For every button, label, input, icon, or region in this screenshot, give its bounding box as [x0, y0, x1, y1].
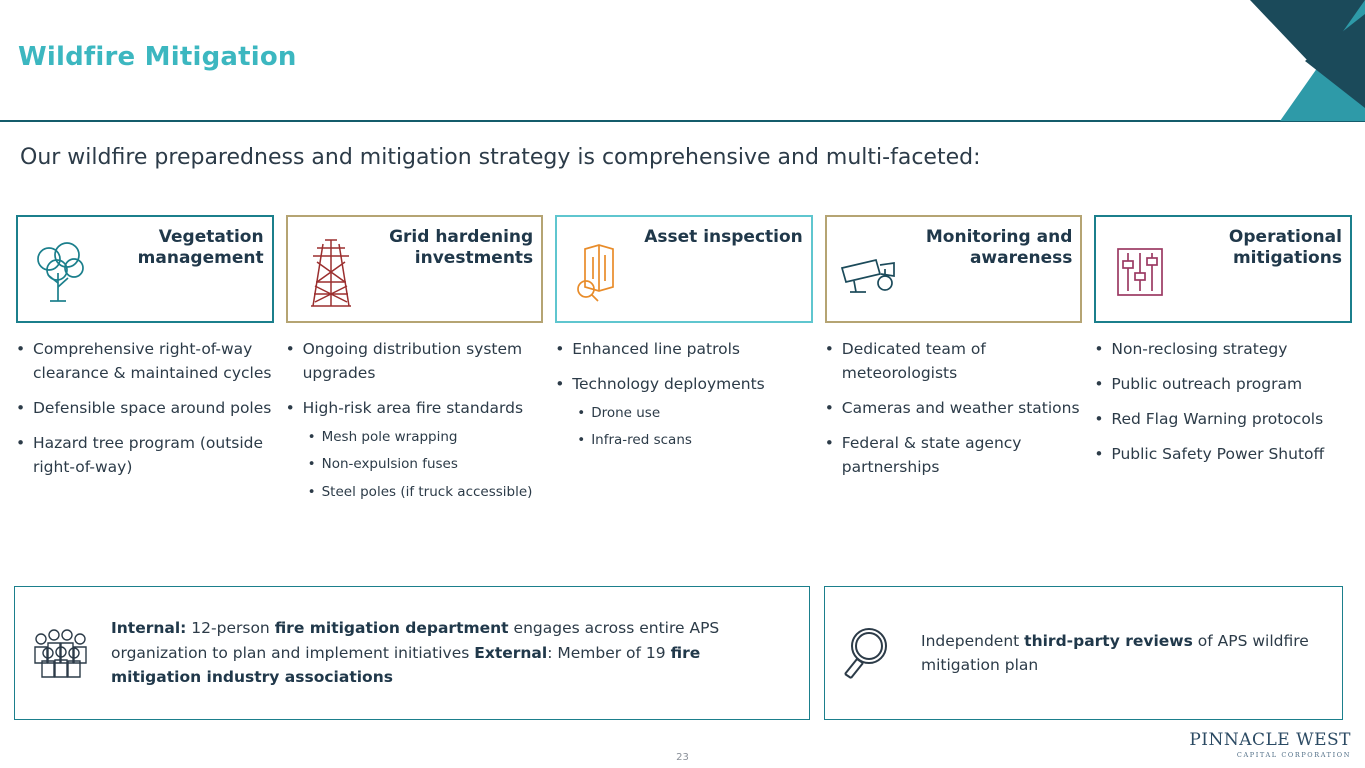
card-asset-inspection: [555, 215, 813, 323]
bullet-text: Federal & state agency partnerships: [841, 434, 1022, 477]
list-item: [825, 337, 1083, 385]
card-title: Operational mitigations: [1228, 227, 1342, 268]
card-monitoring-and-awareness: [825, 215, 1083, 323]
column-grid-hardening-investments: [286, 215, 544, 575]
bullet-dot: •: [555, 340, 565, 358]
card-grid-hardening-investments: [286, 215, 544, 323]
card-title: Grid hardening investments: [389, 227, 534, 268]
callout-label-internal: Internal:: [111, 619, 187, 638]
bullet-text: Non-reclosing strategy: [1111, 340, 1288, 358]
slide-header: [0, 0, 1365, 122]
corner-decoration: [1250, 0, 1365, 121]
list-item: [555, 372, 813, 396]
column-vegetation-management: [16, 215, 274, 575]
bullet-list: [16, 337, 274, 479]
bullet-dot: •: [1094, 445, 1104, 464]
list-item: [1094, 337, 1352, 361]
callout-text-strong: fire mitigation industry associations: [111, 643, 701, 687]
bullet-list: [555, 337, 813, 451]
list-item: [308, 427, 544, 447]
callout-text: [921, 629, 1342, 678]
card-title: Vegetation management: [137, 227, 264, 268]
bullet-list: [825, 337, 1083, 479]
bullet-dot: •: [307, 483, 316, 500]
list-item: [1094, 372, 1352, 396]
callout-text: [111, 616, 809, 689]
bullet-dot: •: [824, 340, 834, 358]
callout-text-strong: third-party reviews: [1024, 631, 1193, 650]
card-vegetation-management: [16, 215, 274, 323]
bullet-text: Public Safety Power Shutoff: [1111, 445, 1325, 464]
callout-text-strong: fire mitigation department: [274, 619, 509, 638]
callout-text-part: of APS wildfire mitigation plan: [921, 631, 1309, 674]
sub-bullet-list: [308, 427, 544, 502]
list-item: [1094, 407, 1352, 431]
list-item: [1094, 442, 1352, 466]
card-title: Monitoring and awareness: [925, 227, 1073, 268]
bullet-dot: •: [307, 456, 316, 473]
card-operational-mitigations: [1094, 215, 1352, 323]
callout-text-part: 12-person: [186, 619, 275, 638]
bullet-dot: •: [555, 375, 565, 394]
logo-wordmark: PINNACLE WEST: [1189, 730, 1351, 750]
callout-third-party-reviews: [824, 586, 1343, 720]
bullet-text: Ongoing distribution system upgrades: [302, 340, 523, 383]
bullet-dot: •: [285, 340, 295, 358]
bullet-dot: •: [577, 405, 586, 422]
card-title: Asset inspection: [644, 227, 803, 247]
bullet-text: Cameras and weather stations: [841, 399, 1080, 418]
column-asset-inspection: [555, 215, 813, 575]
list-item: [16, 337, 274, 385]
bullet-text: Infra-red scans: [591, 432, 692, 449]
bullet-text: High-risk area fire standards: [302, 399, 524, 418]
bullet-text: Drone use: [591, 405, 661, 422]
list-item: [555, 337, 813, 361]
strategy-columns: [16, 215, 1352, 575]
people-group-icon: [15, 625, 111, 681]
bullet-dot: •: [1094, 340, 1104, 358]
bullet-text: Red Flag Warning protocols: [1111, 410, 1324, 429]
bullet-list: [286, 337, 544, 502]
column-monitoring-and-awareness: [825, 215, 1083, 575]
bullet-dot: •: [16, 399, 26, 418]
slide-subtitle: Our wildfire preparedness and mitigation strategy is comprehensive and multi-faceted:: [20, 145, 981, 170]
company-logo: [1189, 730, 1351, 759]
logo-tagline: CAPITAL CORPORATION: [1236, 751, 1351, 759]
callout-text-part: Independent: [921, 631, 1025, 650]
bullet-text: Defensible space around poles: [33, 399, 272, 418]
bullet-text: Dedicated team of meteorologists: [841, 340, 986, 383]
bullet-dot: •: [1094, 410, 1104, 429]
bullet-text: Comprehensive right-of-way clearance & maintained cycles: [33, 340, 272, 383]
list-item: [577, 430, 813, 450]
bullet-dot: •: [577, 432, 586, 449]
magnifier-icon: [825, 622, 921, 684]
bullet-dot: •: [285, 399, 295, 418]
bullet-list: [1094, 337, 1352, 466]
list-item: [577, 403, 813, 423]
bullet-text: Steel poles (if truck accessible): [321, 483, 533, 500]
callout-internal-external: [14, 586, 810, 720]
list-item: [825, 396, 1083, 420]
bullet-text: Public outreach program: [1111, 375, 1303, 394]
bullet-text: Non-expulsion fuses: [321, 456, 458, 473]
list-item: [308, 482, 544, 502]
page-title: Wildfire Mitigation: [18, 42, 297, 72]
column-operational-mitigations: [1094, 215, 1352, 575]
bullet-dot: •: [307, 429, 316, 446]
bullet-text: Technology deployments: [572, 375, 765, 394]
bullet-text: Hazard tree program (outside right-of-way): [33, 434, 264, 477]
list-item: [286, 396, 544, 420]
bullet-text: Mesh pole wrapping: [321, 429, 458, 446]
callout-text-part: : Member of 19: [547, 643, 671, 662]
list-item: [286, 337, 544, 385]
callout-label-external: External: [474, 643, 548, 662]
bullet-text: Enhanced line patrols: [572, 340, 740, 358]
callout-text-part: engages across entire APS organization to plan and implement initiatives: [111, 619, 720, 662]
list-item: [308, 454, 544, 474]
bullet-dot: •: [824, 434, 834, 453]
bullet-dot: •: [824, 399, 834, 418]
bullet-dot: •: [16, 340, 26, 358]
page-number: 23: [676, 752, 689, 763]
list-item: [16, 431, 274, 479]
list-item: [16, 396, 274, 420]
list-item: [825, 431, 1083, 479]
bullet-dot: •: [16, 434, 26, 453]
bullet-dot: •: [1094, 375, 1104, 394]
sub-bullet-list: [577, 403, 813, 451]
